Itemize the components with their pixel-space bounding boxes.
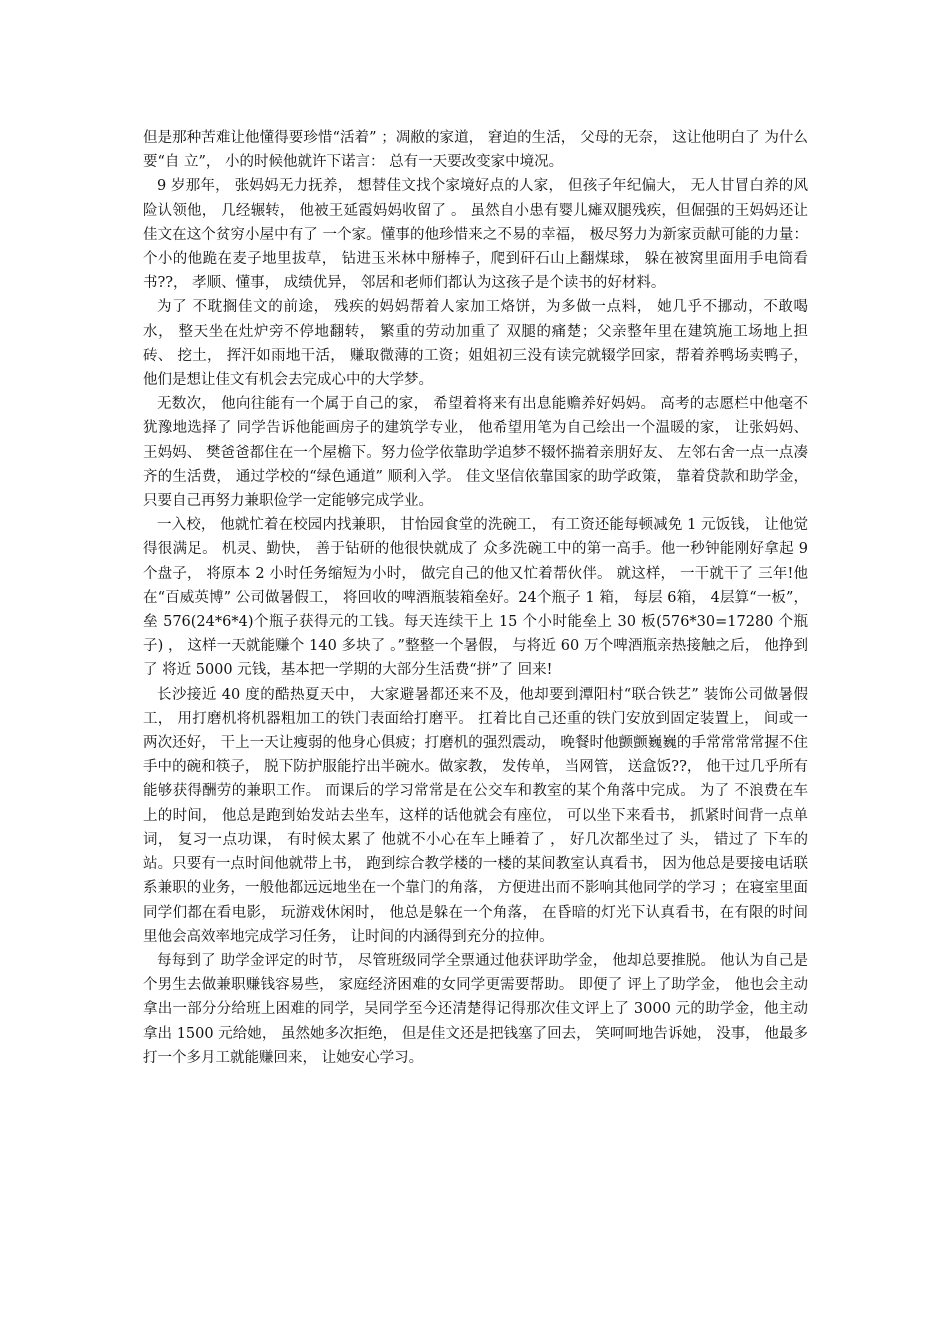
paragraph-4: 无数次， 他向往能有一个属于自己的家， 希望着将来有出息能赡养好妈妈。 高考的志愿栏中他毫不犹豫地选择了 同学告诉他能画房子的建筑学专业， 他希望用笔为自己绘出一个温暖的家， 让张妈妈、 王妈妈、 樊爸爸都住在一个屋檐下。努力俭学依靠助学追梦不辍怀揣着亲朋好友、 左邻右舍一点一点凑齐的生活费， 通过学校的“绿色通道” 顺利入学。 佳文坚信依靠国家的助学政策， 靠着贷款和助学金， 只要自己再努力兼职俭学一定能够完成学业。 <box>143 396 808 510</box>
paragraph-5: 一入校， 他就忙着在校园内找兼职， 甘怡园食堂的洗碗工， 有工资还能每顿减免 1 元饭钱， 让他觉得很满足。 机灵、勤快， 善于钻研的他很快就成了 众多洗碗工中的第一高手。他一秒钟能刚好拿起 9 个盘子， 将原本 2 小时任务缩短为小时， 做完自己的他又忙着帮伙伴。 就这样， 一干就干了 三年!他在“百威英博” 公司做暑假工， 将回收的啤酒瓶装箱垒好。24个瓶子 1 箱， 每层 6箱， 4层算“一板”， 垒 576(24*6*4)个瓶子获得元的工钱。每天连续干上 15 个小时能垒上 30 板(576*30=17280 个瓶子) ， 这样一天就能赚个 140 多块了 。”整整一个暑假， 与将近 60 万个啤酒瓶亲热接触之后， 他挣到了 将近 5000 元钱，基本把一学期的大部分生活费“拼”了 回来! <box>143 517 808 679</box>
paragraph-6: 长沙接近 40 度的酷热夏天中， 大家避暑都还来不及，他却要到潭阳村“联合铁艺” 装饰公司做暑假工， 用打磨机将机器粗加工的铁门表面给打磨平。 扛着比自己还重的铁门安放到固定装置上， 间或一两次还好， 干上一天让瘦弱的他身心俱疲；打磨机的强烈震动， 晚餐时他颤颤巍巍的手常常常常握不住手中的碗和筷子， 脱下防护服能拧出半碗水。做家教， 发传单， 当网管， 送盒饭??， 他干过几乎所有能够获得酬劳的兼职工作。 而课后的学习常常是在公交车和教室的某个角落中完成。 为了 不浪费在车上的时间， 他总是跑到始发站去坐车，这样的话他就会有座位， 可以坐下来看书， 抓紧时间背一点单词， 复习一点功课， 有时候太累了 他就不小心在车上睡着了 ， 好几次都坐过了 头， 错过了 下车的站。只要有一点时间他就带上书， 跑到综合教学楼的一楼的某间教室认真看书， 因为他总是要接电话联系兼职的业务，一般他都远远地坐在一个靠门的角落， 方便进出而不影响其他同学的学习 ；在寝室里面同学们都在看电影， 玩游戏休闲时， 他总是躲在一个角落， 在昏暗的灯光下认真看书，在有限的时间里他会高效率地完成学习任务， 让时间的内涵得到充分的拉伸。 <box>143 686 808 945</box>
paragraph-2: 9 岁那年， 张妈妈无力抚养， 想替佳文找个家境好点的人家， 但孩子年纪偏大， 无人甘冒白养的风险认领他， 几经辗转， 他被王延霞妈妈收留了 。 虽然自小患有婴儿瘫双腿残疾，但倔强的王妈妈还让佳文在这个贫穷小屋中有了 一个家。懂事的他珍惜来之不易的幸福， 极尽努力为新家贡献可能的力量： 个小的他跪在麦子地里拔草， 钻进玉米林中掰棒子，爬到矸石山上翻煤球， 躲在被窝里面用手电筒看书??， 孝顺、懂事， 成绩优异， 邻居和老师们都认为这孩子是个读书的好材料。 <box>143 178 808 292</box>
paragraph-7: 每每到了 助学金评定的时节， 尽管班级同学全票通过他获评助学金， 他却总要推脱。 他认为自己是个男生去做兼职赚钱容易些， 家庭经济困难的女同学更需要帮助。 即便了 评上了助学金， 他也会主动拿出一部分分给班上困难的同学，吴同学至今还清楚得记得那次佳文评上了 3000 元的助学金，他主动拿出 1500 元给她， 虽然她多次拒绝， 但是佳文还是把钱塞了回去， 笑呵呵地告诉她， 没事， 他最多打一个多月工就能赚回来， 让她安心学习。 <box>143 952 808 1066</box>
document-body <box>143 126 808 1070</box>
paragraph-1: 但是那种苦难让他懂得要珍惜“活着” ；凋敝的家道， 窘迫的生活， 父母的无奈， 这让他明白了 为什么要“自 立”， 小的时候他就许下诺言： 总有一天要改变家中境况。 <box>143 130 808 171</box>
paragraph-3: 为了 不耽搁佳文的前途， 残疾的妈妈帮着人家加工烙饼，为多做一点料， 她几乎不挪动，不敢喝水， 整天坐在灶炉旁不停地翻转， 繁重的劳动加重了 双腿的痛楚；父亲整年里在建筑施工场地上担砖、 挖土， 挥汗如雨地干活， 赚取微薄的工资；姐姐初三没有读完就辍学回家，帮着养鸭场卖鸭子， 他们是想让佳文有机会去完成心中的大学梦。 <box>143 299 808 389</box>
